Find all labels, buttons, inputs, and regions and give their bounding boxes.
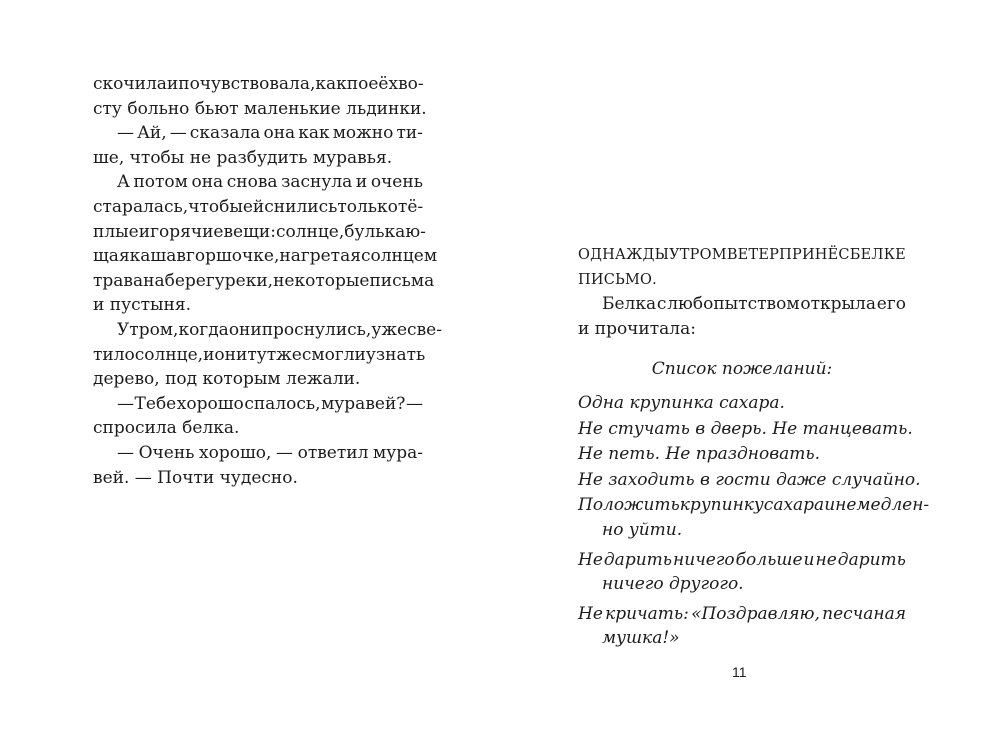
text-line: ше, чтобы не разбудить муравья.: [93, 147, 393, 168]
text-line: трава на берегу реки, некоторые письма: [93, 270, 435, 291]
wish-item: Не петь. Не праздновать.: [578, 444, 821, 465]
text-line: старалась, чтобы ей снились только тё-: [93, 196, 424, 217]
wish-item-continuation: ничего другого.: [602, 574, 744, 595]
text-line: — Тебе хорошо спалось, муравей? —: [117, 393, 423, 414]
text-line: скочила и почувствовала, как по её хво-: [93, 74, 424, 94]
chapter-opening-line: ПИСЬМО.: [578, 271, 657, 288]
text-line: и пустыня.: [93, 295, 191, 316]
text-line: спросила белка.: [93, 418, 240, 439]
wish-item: Одна крупинка сахара.: [578, 392, 785, 413]
wish-item: Не кричать: «Поздравляю, песчаная: [578, 603, 906, 624]
text-line: Утром, когда они проснулись, уже све-: [117, 319, 442, 340]
wish-item-continuation: но уйти.: [602, 519, 683, 540]
wish-item: Положить крупинку сахара и немедлен-: [578, 495, 930, 516]
text-line: Белка с любопытством открыла его: [602, 294, 906, 315]
text-line: плые и горячие вещи: солнце, булькаю-: [93, 221, 426, 242]
wish-list-title: Список пожеланий:: [651, 359, 833, 380]
text-line: — Очень хорошо, — ответил мура-: [117, 442, 423, 463]
wish-list: [578, 391, 930, 651]
wish-item-continuation: мушка!»: [602, 628, 680, 649]
text-line: дерево, под которым лежали.: [93, 369, 361, 390]
text-line: А потом она снова заснула и очень: [117, 172, 423, 193]
text-line: сту больно бьют маленькие льдинки.: [93, 98, 427, 119]
text-line: — Ай, — сказала она как можно ти-: [117, 123, 423, 144]
wish-item: Не дарить ничего больше и не дарить: [578, 549, 906, 570]
right-page-text: [578, 243, 930, 651]
chapter-opening-line: ОДНАЖДЫ УТРОМ ВЕТЕР ПРИНЁС БЕЛКЕ: [578, 247, 906, 263]
left-page-text: [93, 72, 442, 490]
text-line: тило солнце, и они тут же смогли узнать: [93, 344, 426, 365]
text-line: щая каша в горшочке, нагретая солнцем: [93, 246, 438, 267]
text-line: и прочитала:: [578, 318, 696, 339]
text-line: вей. — Почти чудесно.: [93, 467, 298, 488]
wish-item: Не стучать в дверь. Не танцевать.: [578, 418, 913, 439]
page-number: 11: [732, 664, 747, 680]
wish-item: Не заходить в гости даже случайно.: [578, 469, 921, 490]
